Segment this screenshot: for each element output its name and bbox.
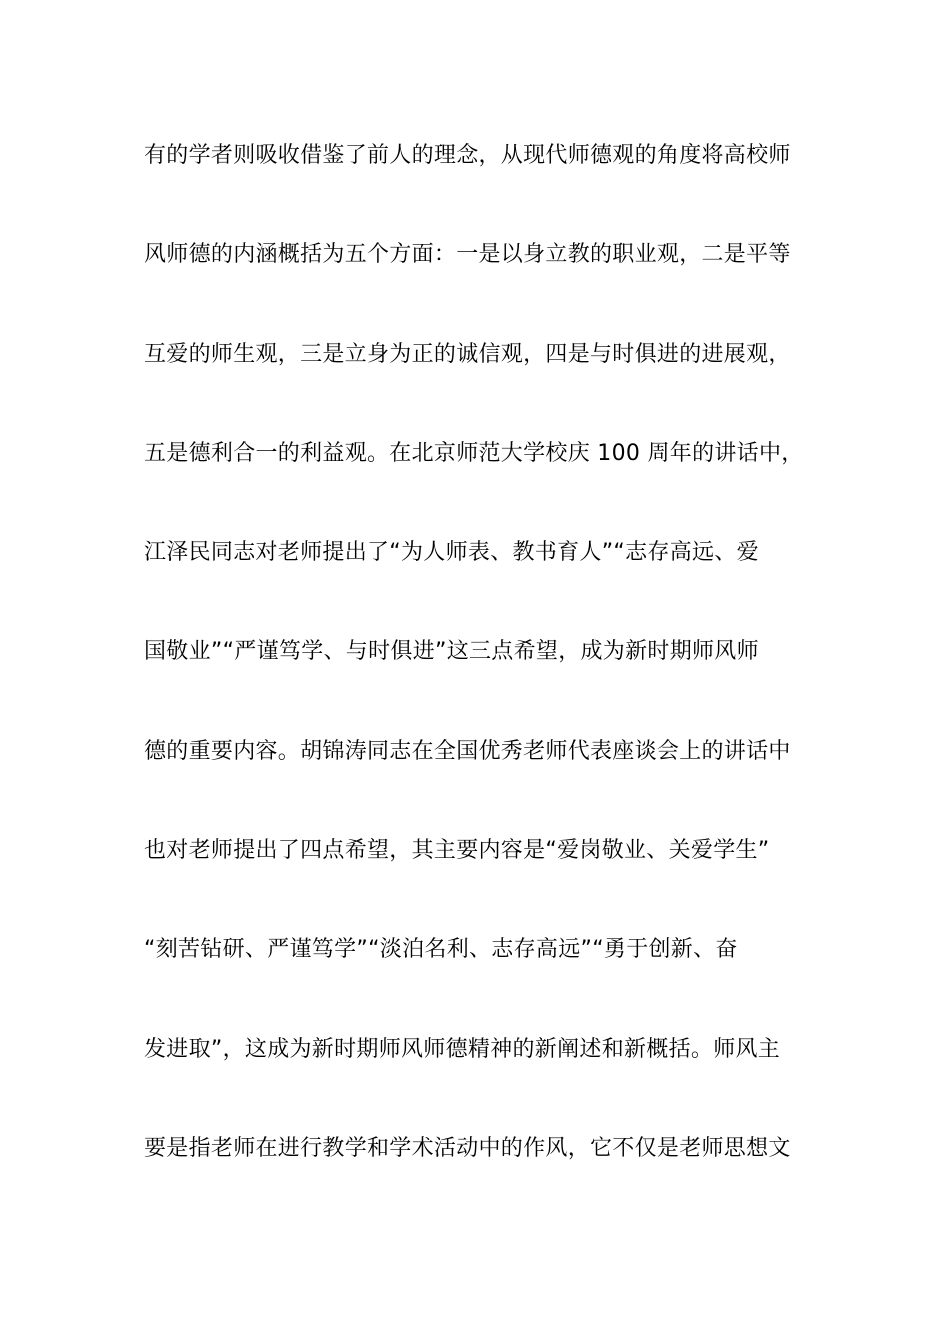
text-line: 江泽民同志对老师提出了“为人师表、教书育人”“志存高远、爱 (144, 540, 759, 566)
text-line: 要是指老师在进行教学和学术活动中的作风，它不仅是老师思想文 (144, 1135, 791, 1161)
text-line: 互爱的师生观，三是立身为正的诚信观，四是与时俱进的进展观， (144, 341, 791, 367)
text-line: 风师德的内涵概括为五个方面：一是以身立教的职业观，二是平等 (144, 242, 791, 268)
text-line: “刻苦钻研、严谨笃学”“淡泊名利、志存高远”“勇于创新、奋 (144, 937, 738, 963)
body-text (144, 131, 809, 1223)
text-line: 有的学者则吸收借鉴了前人的理念，从现代师德观的角度将高校师 (144, 143, 791, 168)
text-line: 五是德利合一的利益观。在北京师范大学校庆 100 周年的讲话中， (144, 440, 804, 466)
text-line: 国敬业”“严谨笃学、与时俱进”这三点希望，成为新时期师风师 (144, 639, 759, 665)
text-line: 德的重要内容。胡锦涛同志在全国优秀老师代表座谈会上的讲话中 (144, 738, 791, 764)
text-line: 也对老师提出了四点希望，其主要内容是“爱岗敬业、关爱学生” (144, 838, 770, 864)
text-line: 发进取”，这成为新时期师风师德精神的新阐述和新概括。师风主 (144, 1036, 781, 1062)
